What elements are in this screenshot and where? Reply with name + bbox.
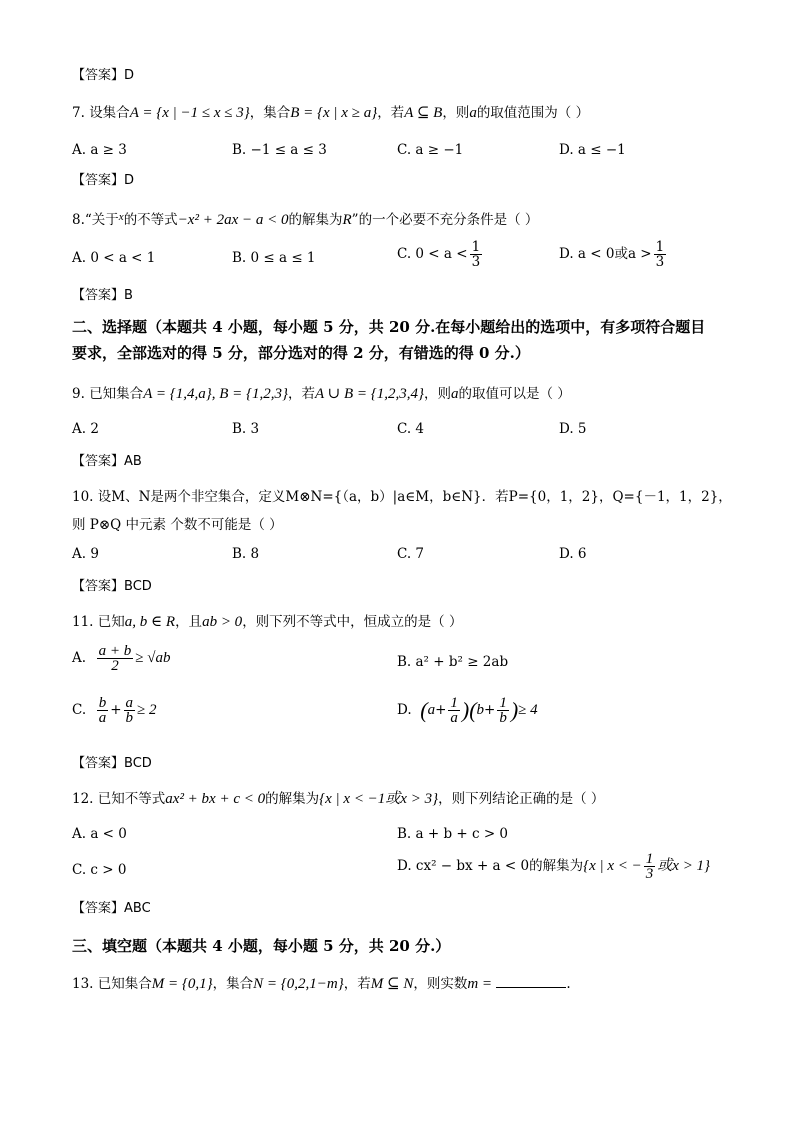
answer-q11: 【答案】BCD — [72, 756, 152, 771]
q7-option-a[interactable]: A. a ≥ 3 — [72, 142, 127, 158]
q7-option-d[interactable]: D. a ≤ −1 — [559, 142, 626, 158]
answer-q6: 【答案】D — [72, 68, 135, 83]
q12-option-d[interactable]: D. cx² − bx + a < 0的解集为{x | x < − $\frac{1}{3}$ 或x > 1} — [397, 851, 711, 882]
answer-q12: 【答案】ABC — [72, 901, 151, 916]
q10-options — [72, 546, 754, 570]
q10-option-d[interactable]: D. 6 — [559, 546, 587, 562]
question-13: 13. 已知集合M = {0,1}，集合N = {0,2,1−m}，若M ⊆ N，则实数m = . — [72, 973, 722, 994]
question-10: 10. 设M、N是两个非空集合，定义M⊗N={（a，b）|a∈M，b∈N}．若P={0，1，2}，Q={－1，1，2}， 则 P⊗Q 中元素 个数不可能是（ ） — [72, 489, 732, 533]
q9-option-b[interactable]: B. 3 — [232, 421, 260, 437]
q12-option-a[interactable]: A. a < 0 — [72, 826, 127, 842]
q11-options-row2 — [72, 696, 754, 736]
q11-option-c[interactable]: C. $\frac{b}{a}$ + $\frac{a}{b}$ ≥ 2 — [72, 695, 157, 726]
q8-options — [72, 240, 754, 276]
q9-option-c[interactable]: C. 4 — [397, 421, 425, 437]
q12-option-b[interactable]: B. a + b + c > 0 — [397, 826, 509, 842]
question-7: 7. 设集合A = {x | −1 ≤ x ≤ 3}，集合B = {x | x ≥ a}，若A ⊆ B，则a的取值范围为（ ） — [72, 105, 590, 121]
section-3-heading: 三、填空题（本题共 4 小题，每小题 5 分，共 20 分.） — [72, 937, 451, 955]
q8-option-b[interactable]: B. 0 ≤ a ≤ 1 — [232, 250, 316, 266]
q10-option-b[interactable]: B. 8 — [232, 546, 260, 562]
q8-option-c[interactable]: C. 0 < a < $\frac{1}{3}$ — [397, 239, 481, 270]
q8-option-a[interactable]: A. 0 < a < 1 — [72, 250, 156, 266]
q13-answer-blank[interactable] — [496, 973, 566, 988]
section-2-heading: 二、选择题（本题共 4 小题，每小题 5 分，共 20 分.在每小题给出的选项中，有多项符合题目 要求，全部选对的得 5 分，部分选对的得 2 分，有错选的得 0 分.） — [72, 318, 706, 362]
question-11: 11. 已知a, b ∈ R，且ab > 0，则下列不等式中，恒成立的是（ ） — [72, 614, 463, 630]
question-12: 12. 已知不等式ax² + bx + c < 0的解集为{x | x < −1或x > 3}，则下列结论正确的是（ ） — [72, 791, 605, 807]
q7-option-c[interactable]: C. a ≥ −1 — [397, 142, 464, 158]
q10-option-c[interactable]: C. 7 — [397, 546, 425, 562]
q9-option-d[interactable]: D. 5 — [559, 421, 587, 437]
answer-q10: 【答案】BCD — [72, 579, 152, 594]
q9-option-a[interactable]: A. 2 — [72, 421, 99, 437]
q11-option-a[interactable]: A. $\frac{a + b}{2}$ ≥ √ab — [72, 643, 171, 674]
q12-option-c[interactable]: C. c > 0 — [72, 862, 127, 878]
answer-q8: 【答案】B — [72, 288, 133, 303]
q9-options — [72, 421, 754, 445]
q11-option-b[interactable]: B. a² + b² ≥ 2ab — [397, 654, 509, 670]
answer-q7: 【答案】D — [72, 173, 135, 188]
q12-options-row1 — [72, 826, 754, 850]
q10-option-a[interactable]: A. 9 — [72, 546, 99, 562]
q11-options-row1 — [72, 644, 754, 684]
q7-option-b[interactable]: B. −1 ≤ a ≤ 3 — [232, 142, 327, 158]
question-8: 8.“关于$^x$的不等式−x² + 2ax − a < 0的解集为R”的一个必要不充分条件是（ ） — [72, 211, 539, 228]
q7-options — [72, 142, 754, 166]
question-9: 9. 已知集合A = {1,4,a}, B = {1,2,3}，若A ∪ B = {1,2,3,4}，则a的取值可以是（ ） — [72, 386, 571, 402]
answer-q9: 【答案】AB — [72, 454, 142, 469]
q11-option-d[interactable]: D. (a+ $\frac{1}{a}$ )(b+ $\frac{1}{b}$ )≥ 4 — [397, 695, 538, 726]
q8-option-d[interactable]: D. a < 0或a > $\frac{1}{3}$ — [559, 239, 665, 270]
q12-options-row2 — [72, 852, 754, 892]
